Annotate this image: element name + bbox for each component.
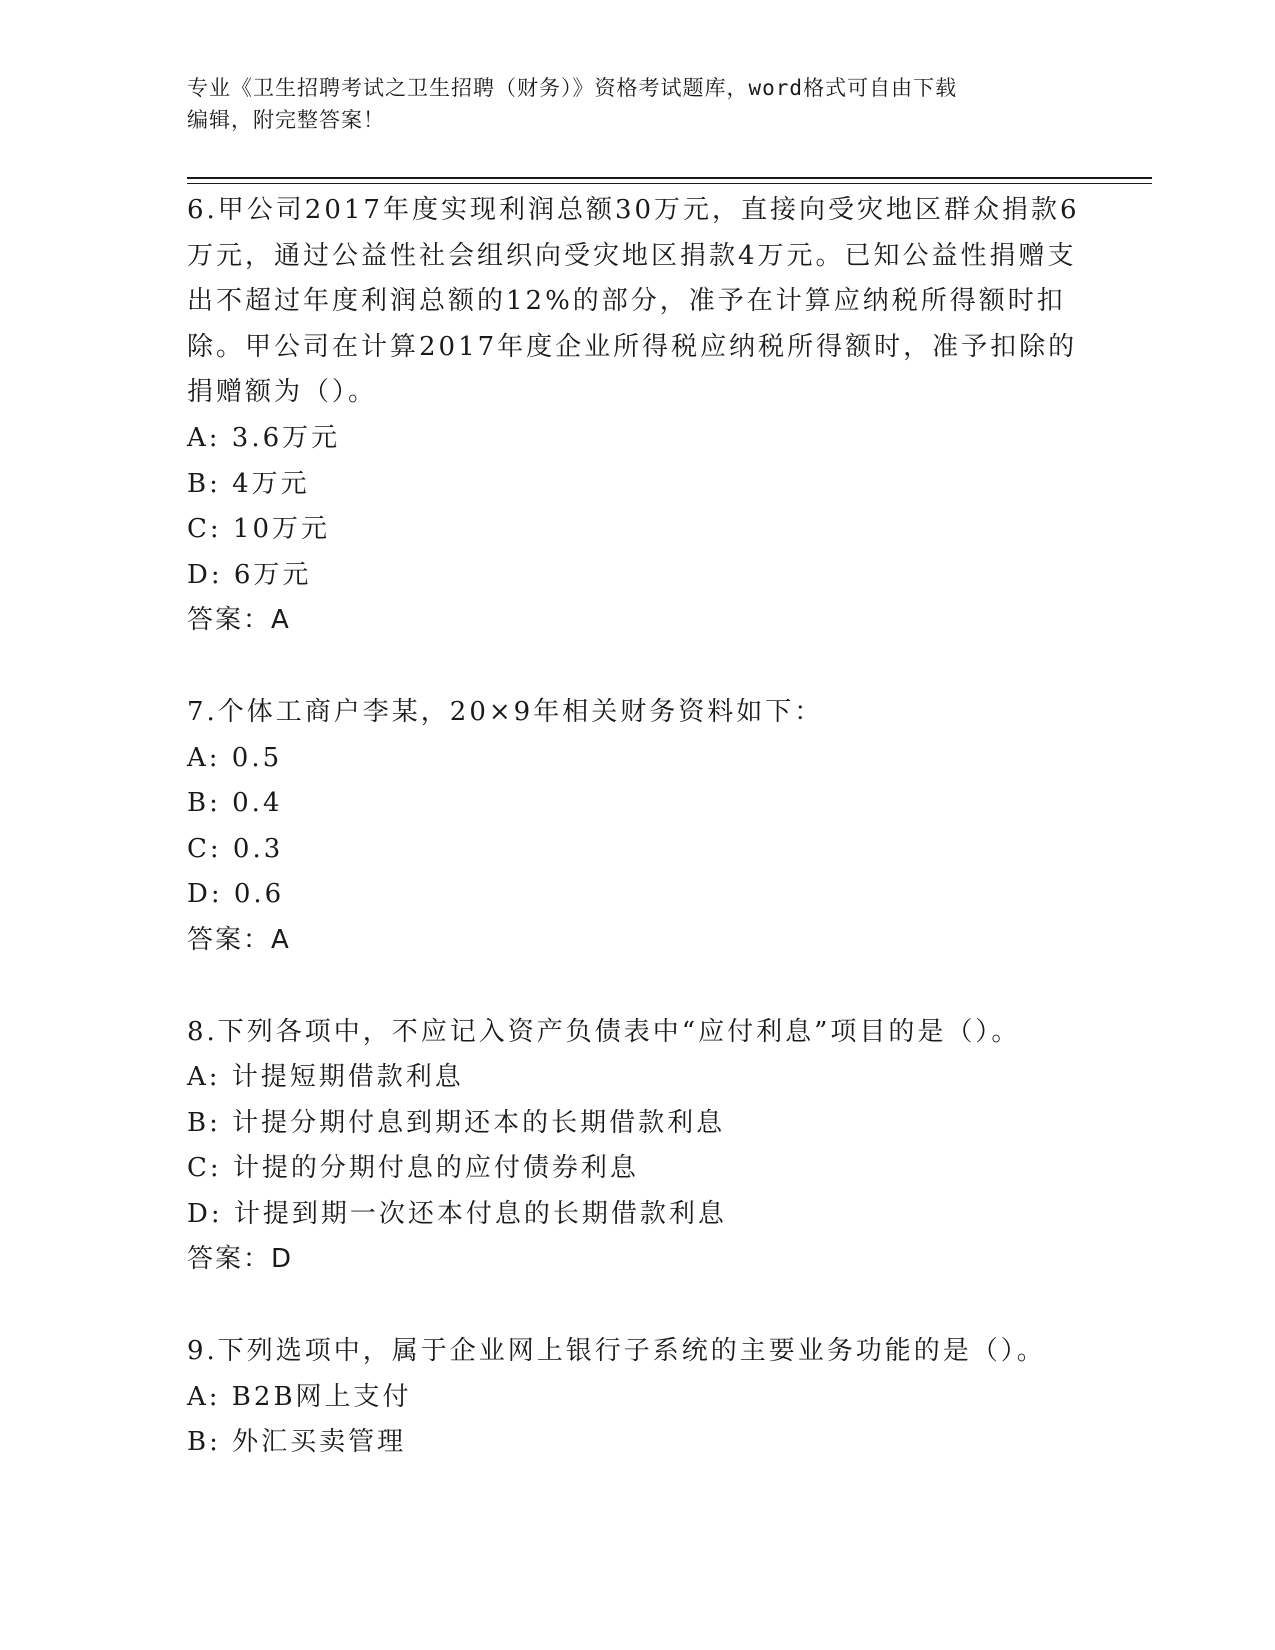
option-a: A: B2B网上支付	[187, 1381, 412, 1412]
question-6	[187, 188, 1087, 644]
question-stem: 9.下列选项中，属于企业网上银行子系统的主要业务功能的是（）。	[187, 1336, 1046, 1367]
option-b: B: 外汇买卖管理	[187, 1427, 407, 1458]
option-d: D: 计提到期一次还本付息的长期借款利息	[187, 1198, 727, 1229]
question-8	[187, 1010, 1087, 1284]
question-9	[187, 1329, 1087, 1466]
option-d: D: 6万元	[187, 559, 312, 590]
header-line-2: 编辑，附完整答案！	[187, 108, 385, 132]
option-b: B: 0.4	[187, 788, 283, 819]
option-a: A: 3.6万元	[187, 422, 341, 453]
question-stem: 8.下列各项中，不应记入资产负债表中“应付利息”项目的是（）。	[187, 1016, 1021, 1047]
option-c: C: 0.3	[187, 833, 284, 864]
option-c: C: 计提的分期付息的应付债券利息	[187, 1153, 639, 1184]
answer-label: 答案：D	[187, 1244, 294, 1275]
header-line-1: 专业《卫生招聘考试之卫生招聘（财务）》资格考试题库，word格式可自由下载	[187, 76, 958, 100]
document-header	[187, 72, 1067, 136]
answer-label: 答案：A	[187, 924, 291, 955]
option-a: A: 计提短期借款利息	[187, 1062, 464, 1093]
option-a: A: 0.5	[187, 742, 283, 773]
option-c: C: 10万元	[187, 514, 331, 545]
question-stem: 6.甲公司2017年度实现利润总额30万元，直接向受灾地区群众捐款6万元，通过公益性社会组织向受灾地区捐款4万元。已知公益性捐赠支出不超过年度利润总额的12%的部分，准予在计算应纳税所得额时扣除。甲公司在计算2017年度企业所得税应纳税所得额时，准予扣除的捐赠额为（）。	[187, 195, 1080, 408]
option-b: B: 4万元	[187, 468, 310, 499]
header-divider-thick	[187, 177, 1152, 179]
question-list	[187, 188, 1087, 1512]
header-divider-thin	[187, 183, 1152, 184]
answer-label: 答案：A	[187, 605, 291, 636]
option-d: D: 0.6	[187, 879, 285, 910]
option-b: B: 计提分期付息到期还本的长期借款利息	[187, 1107, 726, 1138]
question-stem: 7.个体工商户李某，20×9年相关财务资料如下：	[187, 696, 824, 727]
question-7	[187, 690, 1087, 964]
